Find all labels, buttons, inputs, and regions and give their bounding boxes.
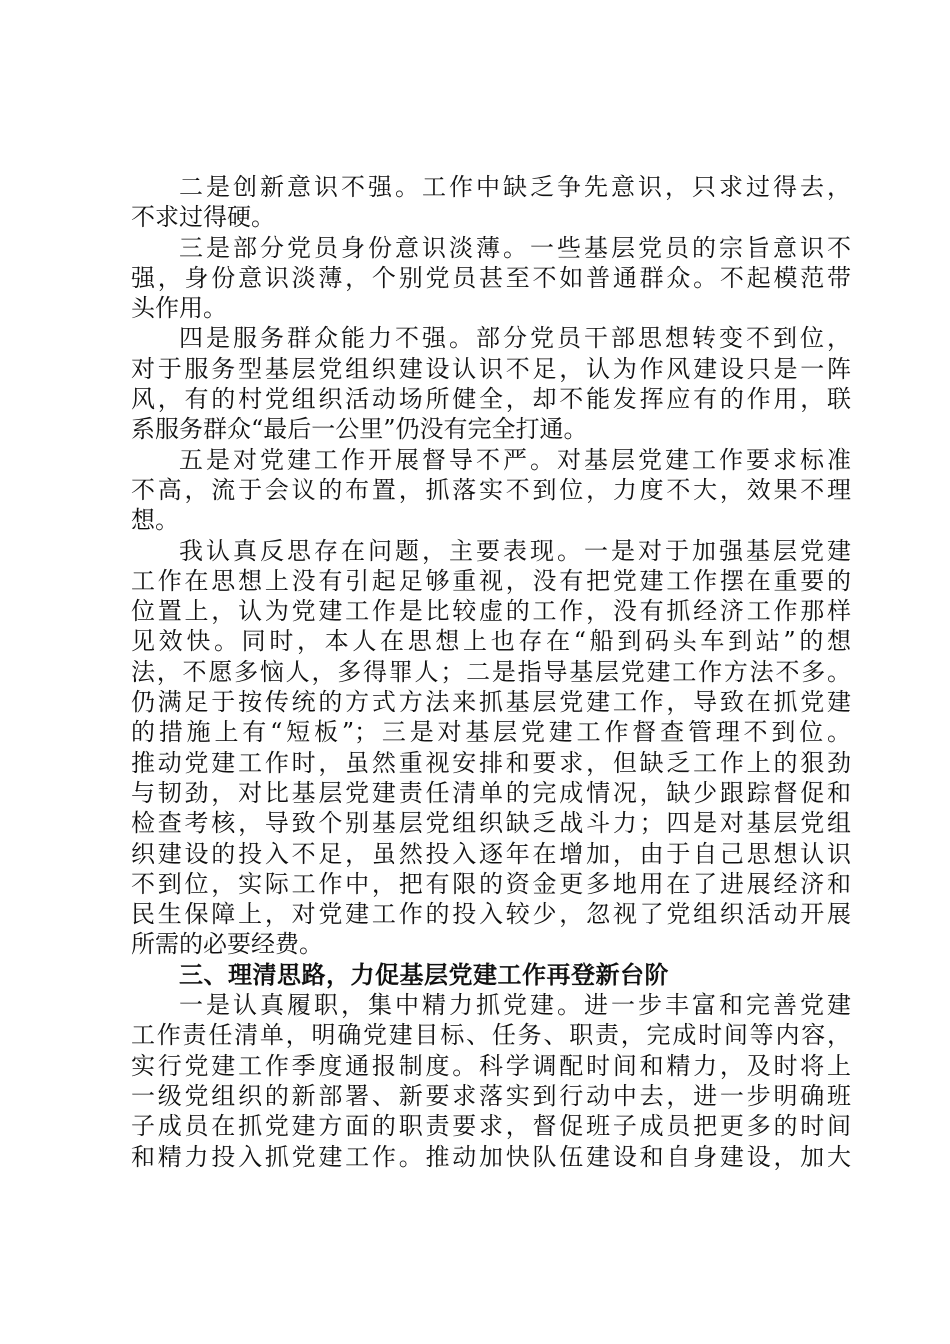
paragraph-line: 一是认真履职，集中精力抓党建。进一步丰富和完善党建 — [179, 991, 851, 1020]
paragraph-line: 不高，流于会议的布置，抓落实不到位，力度不大，效果不理 — [131, 475, 851, 504]
paragraph-line: 不求过得硬。 — [131, 203, 275, 232]
paragraph-line: 位置上，认为党建工作是比较虚的工作，没有抓经济工作那样 — [131, 597, 851, 626]
paragraph-line: 工作在思想上没有引起足够重视，没有把党建工作摆在重要的 — [131, 566, 851, 595]
paragraph-line: 想。 — [131, 506, 179, 535]
paragraph-line: 子成员在抓党建方面的职责要求，督促班子成员把更多的时间 — [131, 1112, 851, 1141]
paragraph-line: 工作责任清单，明确党建目标、任务、职责，完成时间等内容， — [131, 1021, 851, 1050]
paragraph-line: 风，有的村党组织活动场所健全，却不能发挥应有的作用，联 — [131, 385, 851, 414]
paragraph-line: 和精力投入抓党建工作。推动加快队伍建设和自身建设，加大 — [131, 1142, 851, 1171]
paragraph-line: 法，不愿多恼人，多得罪人；二是指导基层党建工作方法不多。 — [131, 657, 851, 686]
paragraph-line: 民生保障上，对党建工作的投入较少，忽视了党组织活动开展 — [131, 900, 851, 929]
paragraph-line: 一级党组织的新部署、新要求落实到行动中去，进一步明确班 — [131, 1081, 851, 1110]
paragraph-line: 推动党建工作时，虽然重视安排和要求，但缺乏工作上的狠劲 — [131, 748, 851, 777]
paragraph-line: 对于服务型基层党组织建设认识不足，认为作风建设只是一阵 — [131, 354, 851, 383]
paragraph-line: 仍满足于按传统的方式方法来抓基层党建工作，导致在抓党建 — [131, 688, 851, 717]
section-heading: 三、理清思路，力促基层党建工作再登新台阶 — [179, 960, 669, 989]
paragraph-line: 五是对党建工作开展督导不严。对基层党建工作要求标准 — [179, 445, 851, 474]
paragraph-line: 实行党建工作季度通报制度。科学调配时间和精力，及时将上 — [131, 1051, 851, 1080]
paragraph-line: 所需的必要经费。 — [131, 930, 323, 959]
paragraph-line: 三是部分党员身份意识淡薄。一些基层党员的宗旨意识不 — [179, 233, 851, 262]
paragraph-line: 见效快。同时，本人在思想上也存在“船到码头车到站”的想 — [131, 627, 851, 656]
paragraph-line: 不到位，实际工作中，把有限的资金更多地用在了进展经济和 — [131, 869, 851, 898]
paragraph-line: 检查考核，导致个别基层党组织缺乏战斗力；四是对基层党组 — [131, 809, 851, 838]
paragraph-line: 与韧劲，对比基层党建责任清单的完成情况，缺少跟踪督促和 — [131, 778, 851, 807]
paragraph-line: 系服务群众“最后一公里”仍没有完全打通。 — [131, 415, 588, 444]
document-body — [131, 172, 851, 1172]
paragraph-line: 的措施上有“短板”；三是对基层党建工作督查管理不到位。 — [131, 718, 851, 747]
paragraph-line: 头作用。 — [131, 294, 227, 323]
paragraph-line: 我认真反思存在问题，主要表现。一是对于加强基层党建 — [179, 536, 851, 565]
paragraph-line: 织建设的投入不足，虽然投入逐年在增加，由于自己思想认识 — [131, 839, 851, 868]
paragraph-line: 四是服务群众能力不强。部分党员干部思想转变不到位， — [179, 324, 851, 353]
paragraph-line: 强，身份意识淡薄，个别党员甚至不如普通群众。不起模范带 — [131, 263, 851, 292]
paragraph-line: 二是创新意识不强。工作中缺乏争先意识，只求过得去， — [179, 173, 851, 201]
